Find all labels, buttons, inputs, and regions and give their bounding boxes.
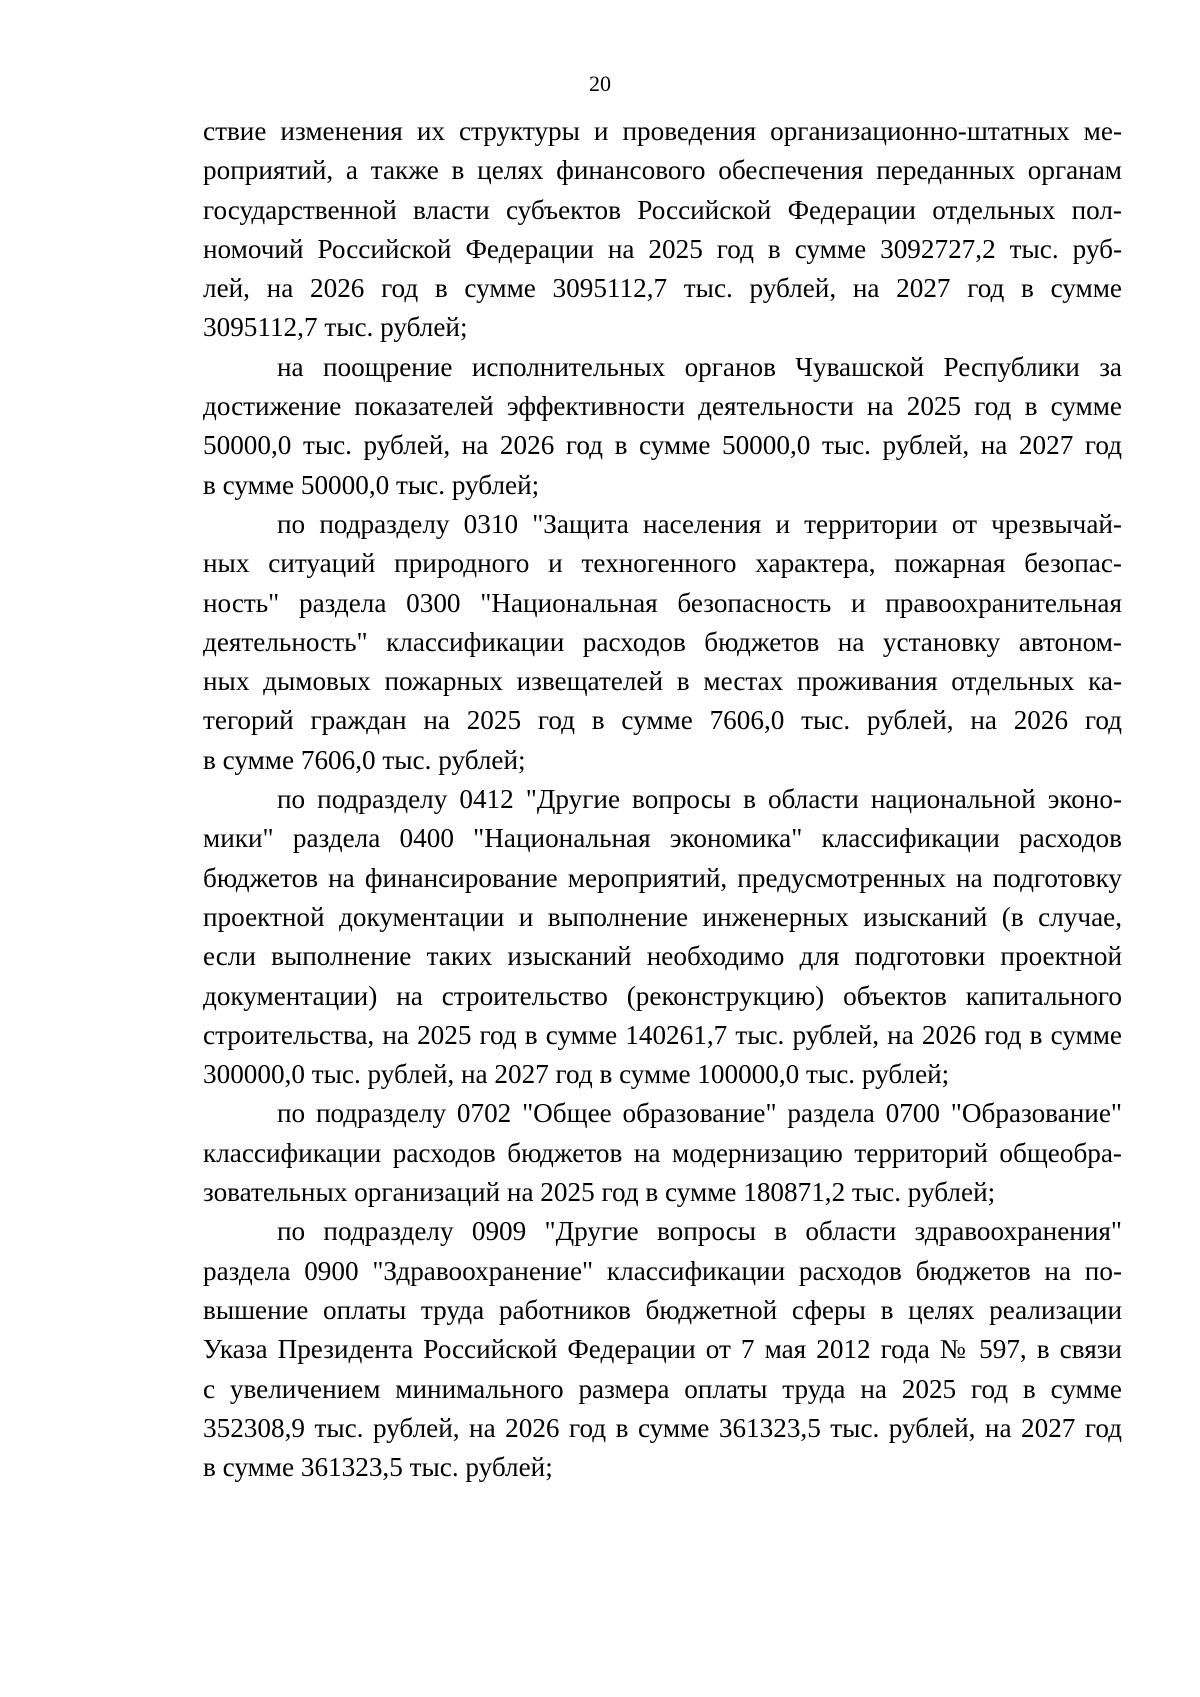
text-line: 352308,9 тыс. рублей, на 2026 год в сумме 361323,5 тыс. рублей, на 2027 год: [203, 1412, 1122, 1443]
text-line: ных дымовых пожарных извещателей в местах проживания отдельных ка-: [203, 666, 1122, 697]
text-line: на поощрение исполнительных органов Чувашской Республики за: [277, 351, 1122, 382]
paragraph-2: [203, 348, 1122, 505]
text-line: ных ситуаций природного и техногенного характера, пожарная безопас-: [203, 548, 1122, 579]
text-line: в сумме 7606,0 тыс. рублей;: [203, 744, 526, 775]
text-line: документации) на строительство (реконструкцию) объектов капитального: [203, 980, 1122, 1011]
text-line: в сумме 361323,5 тыс. рублей;: [203, 1452, 553, 1483]
text-line: вышение оплаты труда работников бюджетной сферы в целях реализации: [203, 1294, 1122, 1325]
text-line: строительства, на 2025 год в сумме 140261,7 тыс. рублей, на 2026 год в сумме: [203, 1019, 1122, 1050]
text-line: мики" раздела 0400 "Национальная экономика" классификации расходов: [203, 823, 1122, 854]
paragraph-4: [203, 780, 1122, 1094]
text-line: лей, на 2026 год в сумме 3095112,7 тыс. рублей, на 2027 год в сумме: [203, 273, 1122, 304]
text-line: если выполнение таких изысканий необходимо для подготовки проектной: [203, 941, 1122, 972]
text-line: 3095112,7 тыс. рублей;: [203, 312, 468, 343]
text-line: по подразделу 0412 "Другие вопросы в области национальной эконо-: [277, 784, 1122, 815]
text-line: классификации расходов бюджетов на модернизацию территорий общеобра-: [203, 1137, 1122, 1168]
text-line: деятельность" классификации расходов бюджетов на установку автоном-: [203, 626, 1122, 657]
paragraph-6: [203, 1212, 1122, 1487]
text-line: роприятий, а также в целях финансового обеспечения переданных органам: [203, 155, 1122, 186]
document-body: [203, 112, 1122, 1487]
text-line: раздела 0900 "Здравоохранение" классификации расходов бюджетов на по-: [203, 1255, 1122, 1286]
text-line: ствие изменения их структуры и проведения организационно-штатных ме-: [203, 116, 1122, 146]
text-line: государственной власти субъектов Российской Федерации отдельных пол-: [203, 194, 1122, 225]
text-line: тегорий граждан на 2025 год в сумме 7606,0 тыс. рублей, на 2026 год: [203, 705, 1122, 736]
text-line: ность" раздела 0300 "Национальная безопасность и правоохранительная: [203, 587, 1122, 618]
paragraph-5: [203, 1094, 1122, 1212]
text-line: в сумме 50000,0 тыс. рублей;: [203, 469, 540, 500]
text-line: по подразделу 0909 "Другие вопросы в области здравоохранения": [277, 1216, 1122, 1247]
text-line: достижение показателей эффективности деятельности на 2025 год в сумме: [203, 391, 1122, 422]
paragraph-3: [203, 505, 1122, 780]
text-line: проектной документации и выполнение инженерных изысканий (в случае,: [203, 901, 1122, 932]
text-line: с увеличением минимального размера оплаты труда на 2025 год в сумме: [203, 1373, 1122, 1404]
text-line: 50000,0 тыс. рублей, на 2026 год в сумме 50000,0 тыс. рублей, на 2027 год: [203, 430, 1122, 461]
text-line: зовательных организаций на 2025 год в сумме 180871,2 тыс. рублей;: [203, 1177, 996, 1208]
text-line: номочий Российской Федерации на 2025 год в сумме 3092727,2 тыс. руб-: [203, 233, 1122, 264]
text-line: 300000,0 тыс. рублей, на 2027 год в сумме 100000,0 тыс. рублей;: [203, 1059, 950, 1090]
text-line: по подразделу 0310 "Защита населения и территории от чрезвычай-: [277, 508, 1122, 539]
text-line: по подразделу 0702 "Общее образование" раздела 0700 "Образование": [277, 1098, 1122, 1129]
page-number: 20: [589, 71, 611, 96]
text-line: бюджетов на финансирование мероприятий, предусмотренных на подготовку: [203, 862, 1122, 893]
paragraph-1: [203, 112, 1122, 348]
text-line: Указа Президента Российской Федерации от 7 мая 2012 года № 597, в связи: [203, 1334, 1122, 1365]
